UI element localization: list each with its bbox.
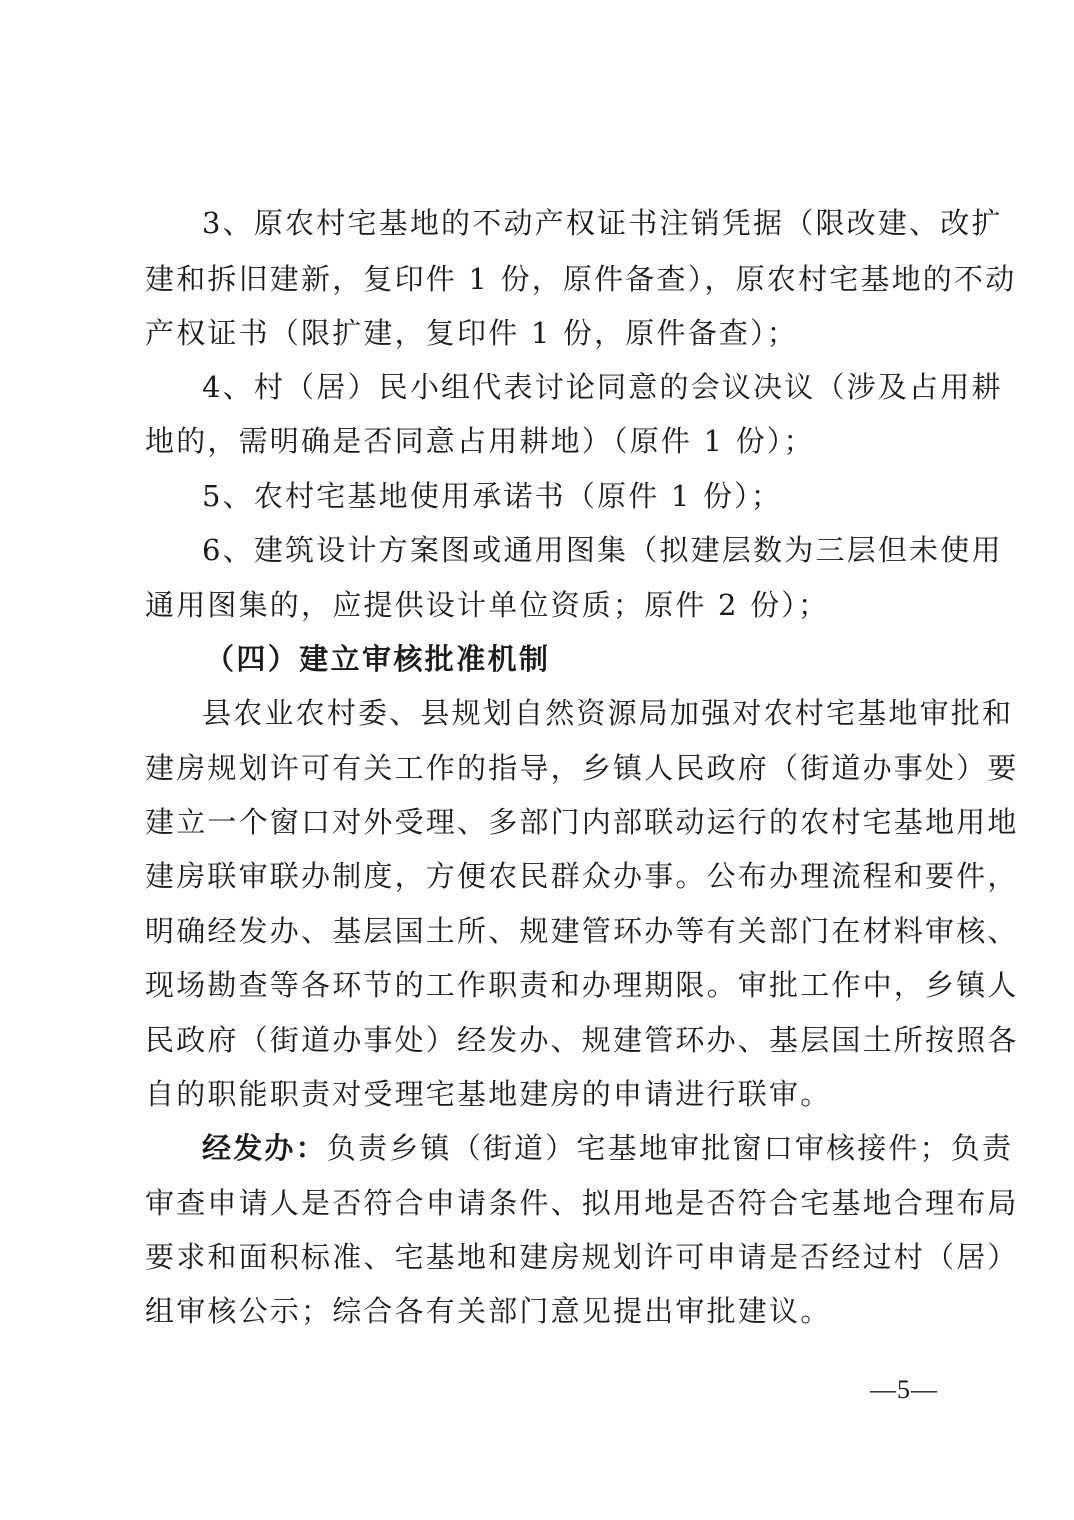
body-text-line: 民政府（街道办事处）经发办、规建管环办、基层国土所按照各 bbox=[145, 1023, 1019, 1057]
body-text-line: 建房规划许可有关工作的指导，乡镇人民政府（街道办事处）要 bbox=[145, 751, 1019, 785]
section-heading: （四）建立审核批准机制 bbox=[205, 642, 551, 676]
body-text-line: 审查申请人是否符合申请条件、拟用地是否符合宅基地合理布局 bbox=[145, 1186, 1019, 1220]
body-text-line: 自的职能职责对受理宅基地建房的申请进行联审。 bbox=[145, 1077, 832, 1111]
body-text-line: 产权证书（限扩建，复印件 1 份，原件备查）； bbox=[145, 316, 798, 350]
body-text-line: 通用图集的，应提供设计单位资质；原件 2 份）； bbox=[145, 588, 830, 622]
body-text-line: 3、原农村宅基地的不动产权证书注销凭据（限改建、改扩 bbox=[202, 206, 1003, 240]
body-text-line: 组审核公示；综合各有关部门意见提出审批建议。 bbox=[145, 1294, 832, 1328]
body-text-line: 建和拆旧建新，复印件 1 份，原件备查），原农村宅基地的不动 bbox=[145, 262, 1017, 296]
jingfaban-text: 负责乡镇（街道）宅基地审批窗口审核接件；负责 bbox=[326, 1131, 1014, 1165]
body-text-line: 5、农村宅基地使用承诺书（原件 1 份）； bbox=[202, 479, 783, 513]
jingfaban-label: 经发办： bbox=[202, 1131, 327, 1165]
body-text-line: 4、村（居）民小组代表讨论同意的会议决议（涉及占用耕 bbox=[202, 370, 1003, 404]
body-text-line: 6、建筑设计方案图或通用图集（拟建层数为三层但未使用 bbox=[202, 533, 1003, 567]
body-text-line: 建房联审联办制度，方便农民群众办事。公布办理流程和要件， bbox=[145, 859, 1019, 893]
body-text-line: 建立一个窗口对外受理、多部门内部联动运行的农村宅基地用地 bbox=[145, 805, 1019, 839]
body-text-line: 要求和面积标准、宅基地和建房规划许可申请是否经过村（居） bbox=[145, 1240, 1019, 1274]
jingfaban-paragraph-first-line bbox=[202, 1128, 1014, 1168]
page-number: —5— bbox=[870, 1375, 938, 1404]
body-text-line: 明确经发办、基层国土所、规建管环办等有关部门在材料审核、 bbox=[145, 914, 1019, 948]
body-text-line: 县农业农村委、县规划自然资源局加强对农村宅基地审批和 bbox=[202, 696, 1014, 730]
body-text-line: 地的，需明确是否同意占用耕地）（原件 1 份）； bbox=[145, 424, 815, 458]
body-text-line: 现场勘查等各环节的工作职责和办理期限。审批工作中，乡镇人 bbox=[145, 968, 1019, 1002]
